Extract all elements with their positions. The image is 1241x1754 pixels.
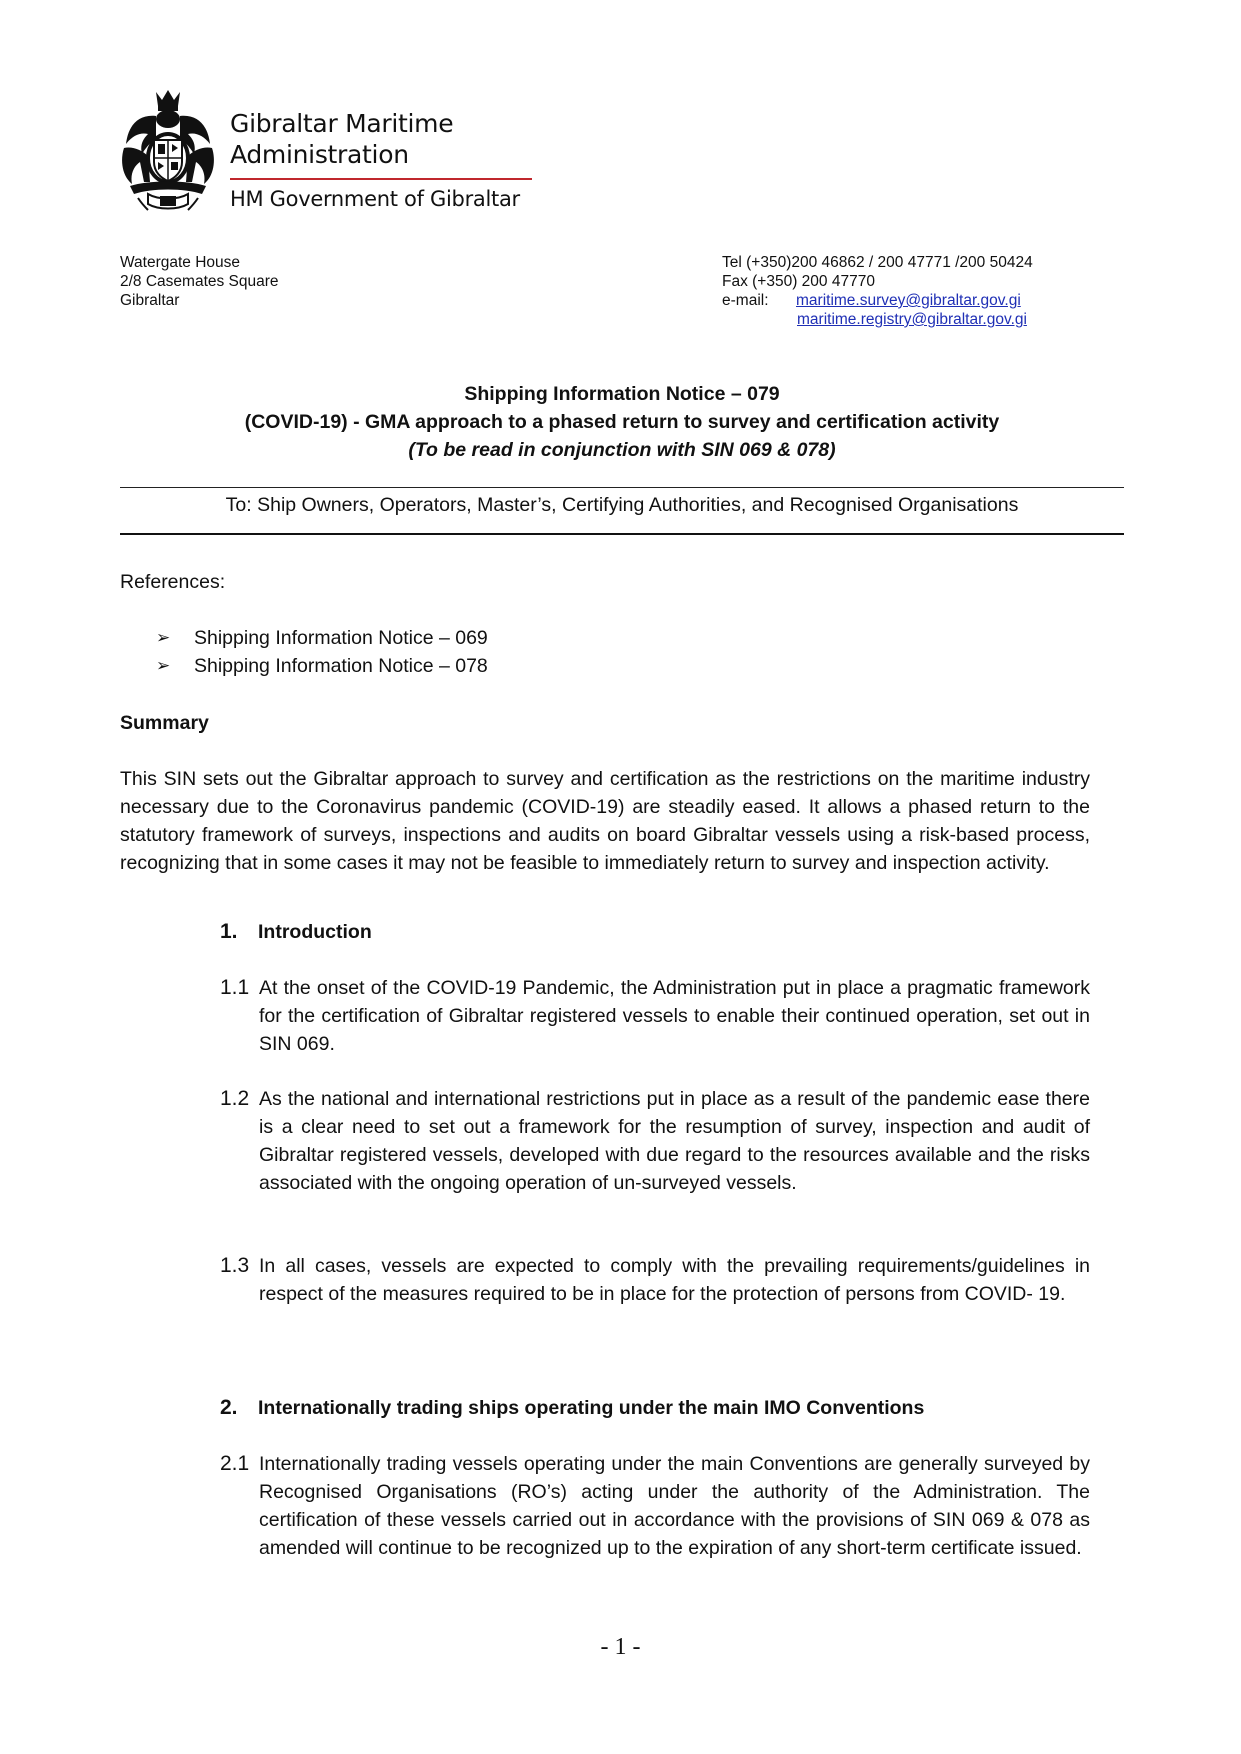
- paragraph-text: In all cases, vessels are expected to comply with the prevailing requirements/guidelines in respect of the measures required to be in place for the protection of persons from COVID- 19.: [259, 1255, 1090, 1305]
- paragraph-number: 1.1: [220, 976, 250, 999]
- organisation-name: [230, 108, 560, 170]
- section-2-heading: [220, 1394, 924, 1422]
- paragraph-number: 1.2: [220, 1087, 250, 1110]
- notice-title: [120, 380, 1124, 464]
- telephone-line: Tel (+350)200 46862 / 200 47771 /200 50424: [722, 254, 1033, 271]
- notice-title-line2: (COVID-19) - GMA approach to a phased return to survey and certification activity: [244, 411, 1000, 433]
- survey-email-link[interactable]: maritime.survey@gibraltar.gov.gi: [796, 292, 1021, 309]
- address-line2: 2/8 Casemates Square: [120, 273, 279, 290]
- reference-text: Shipping Information Notice – 069: [194, 627, 488, 649]
- royal-crest-icon: [118, 86, 218, 214]
- contact-details: [722, 253, 1033, 329]
- logo-divider: [230, 178, 532, 180]
- paragraph-text: At the onset of the COVID-19 Pandemic, the Administration put in place a pragmatic framework for the certification of Gibraltar registered vessels to enable their continued operation, set out in SIN 069.: [259, 977, 1090, 1055]
- section-number: 1.: [220, 920, 238, 943]
- email-line-2: [722, 310, 1033, 329]
- paragraph-1-2: [220, 1085, 1090, 1197]
- references-label: References:: [120, 571, 226, 593]
- fax-line: Fax (+350) 200 47770: [722, 273, 875, 290]
- addressee-line: To: Ship Owners, Operators, Master’s, Certifying Authorities, and Recognised Organisations: [225, 494, 1019, 516]
- address-line3: Gibraltar: [120, 292, 180, 309]
- title-divider-top: [120, 487, 1124, 488]
- section-title: Introduction: [258, 921, 372, 943]
- references-list: [156, 624, 488, 680]
- address-line1: Watergate House: [120, 254, 241, 271]
- arrow-bullet-icon: ➢: [156, 656, 171, 675]
- paragraph-number: 2.1: [220, 1452, 250, 1475]
- email-line: [722, 291, 1033, 310]
- notice-title-line1: Shipping Information Notice – 079: [464, 383, 780, 405]
- reference-item: [156, 624, 488, 652]
- arrow-bullet-icon: ➢: [156, 628, 171, 647]
- paragraph-1-3: [220, 1252, 1090, 1308]
- postal-address: [120, 253, 279, 310]
- notice-title-line3: (To be read in conjunction with SIN 069 & 078): [408, 439, 836, 461]
- section-number: 2.: [220, 1396, 238, 1419]
- summary-heading: Summary: [120, 712, 209, 734]
- registry-email-link[interactable]: maritime.registry@gibraltar.gov.gi: [797, 311, 1027, 328]
- org-name-line1: Gibraltar Maritime: [230, 109, 454, 138]
- reference-item: [156, 652, 488, 680]
- title-divider-bottom: [120, 533, 1124, 535]
- paragraph-2-1: [220, 1450, 1090, 1562]
- section-title: Internationally trading ships operating under the main IMO Conventions: [258, 1397, 925, 1419]
- paragraph-text: Internationally trading vessels operating under the main Conventions are generally surveyed by Recognised Organisations (RO’s) acting under the authority of the Administration. The certification of these vessels carried out in accordance with the provisions of SIN 069 & 078 as amended will continue to be recognized up to the expiration of any short-term certificate issued.: [259, 1453, 1090, 1559]
- page-number: - 1 -: [600, 1634, 641, 1660]
- reference-text: Shipping Information Notice – 078: [194, 655, 488, 677]
- org-name-line2: Administration: [230, 140, 409, 169]
- paragraph-text: As the national and international restrictions put in place as a result of the pandemic ease there is a clear need to set out a framework for the resumption of survey, inspection and audit of Gibraltar registered vessels, developed with due regard to the resources available and the risks associated with the ongoing operation of un-surveyed vessels.: [259, 1088, 1090, 1194]
- paragraph-number: 1.3: [220, 1254, 250, 1277]
- section-1-heading: [220, 918, 372, 946]
- email-label: e-mail:: [722, 292, 769, 309]
- paragraph-1-1: [220, 974, 1090, 1058]
- government-name: HM Government of Gibraltar: [230, 187, 520, 211]
- summary-text: This SIN sets out the Gibraltar approach to survey and certification as the restrictions on the maritime industry necessary due to the Coronavirus pandemic (COVID-19) are steadily eased. It allows a phased return to the statutory framework of surveys, inspections and audits on board Gibraltar vessels using a risk-based process, recognizing that in some cases it may not be feasible to immediately return to survey and inspection activity.: [120, 768, 1090, 874]
